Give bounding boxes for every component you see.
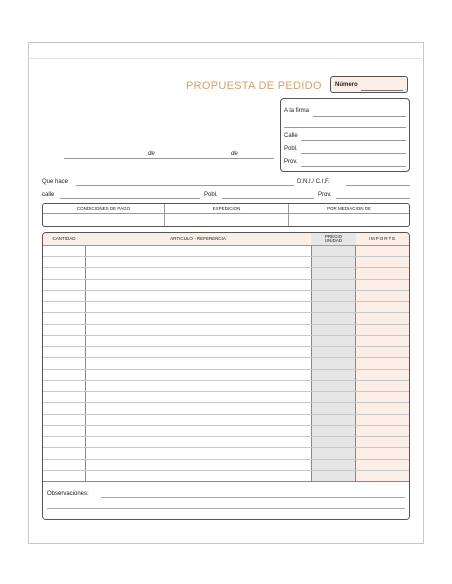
table-row[interactable] xyxy=(43,436,409,437)
table-row[interactable] xyxy=(43,301,409,302)
a-la-firma-label: A la firma xyxy=(284,108,310,114)
prov-label: Prov. xyxy=(284,159,298,165)
condiciones-cell[interactable] xyxy=(43,204,165,226)
mediacion-cell[interactable] xyxy=(289,204,409,226)
table-row[interactable] xyxy=(43,256,409,257)
que-hace-line[interactable] xyxy=(76,185,294,186)
calle-line[interactable] xyxy=(301,140,406,141)
number-label: Número xyxy=(335,82,358,88)
condiciones-header: CONDICIONES DE PAGO xyxy=(76,206,131,211)
table-row[interactable] xyxy=(43,402,409,403)
observaciones-label: Observaciones: xyxy=(47,491,89,497)
prov-client-line[interactable] xyxy=(336,198,410,199)
precio-column xyxy=(311,233,356,519)
table-row[interactable] xyxy=(43,391,409,392)
dni-label: D.N.I./ C.I.F. xyxy=(297,179,330,185)
prov-line[interactable] xyxy=(301,166,406,167)
calle-label: Calle xyxy=(284,133,298,139)
importe-header: IMPORTE xyxy=(368,235,397,241)
table-row[interactable] xyxy=(43,279,409,280)
que-hace-label: Que hace xyxy=(42,179,69,185)
date-line[interactable] xyxy=(64,158,274,159)
table-header xyxy=(43,233,409,246)
pobl-label: Pobl. xyxy=(284,146,298,152)
table-row[interactable] xyxy=(43,324,409,325)
table-row[interactable] xyxy=(43,470,409,471)
table-row[interactable] xyxy=(43,447,409,448)
observaciones-line-1[interactable] xyxy=(101,497,405,498)
expedicion-header: EXPEDICION xyxy=(212,206,241,211)
pobl-line[interactable] xyxy=(301,153,406,154)
conditions-divider xyxy=(43,213,409,214)
precio-header: PRECIO UNIDAD xyxy=(311,233,356,245)
importe-column xyxy=(356,233,409,519)
expedicion-cell[interactable] xyxy=(165,204,289,226)
table-row[interactable] xyxy=(43,425,409,426)
table-row[interactable] xyxy=(43,312,409,313)
dni-line[interactable] xyxy=(346,185,410,186)
prov-client-label: Prov. xyxy=(318,192,332,198)
date-de-1: de xyxy=(148,151,155,157)
observaciones-area xyxy=(43,481,409,519)
table-row[interactable] xyxy=(43,459,409,460)
table-row[interactable] xyxy=(43,290,409,291)
table-row[interactable] xyxy=(43,335,409,336)
mediacion-header: POR MEDIACION DE xyxy=(326,206,371,211)
items-table xyxy=(42,232,410,520)
date-de-2: de xyxy=(231,151,238,157)
number-underline xyxy=(361,90,403,91)
calle-client-label: calle xyxy=(42,192,55,198)
pobl-client-label: Pobl. xyxy=(204,192,218,198)
address-box xyxy=(280,98,410,172)
pobl-client-line[interactable] xyxy=(222,198,314,199)
observaciones-line-2[interactable] xyxy=(47,508,405,509)
a-la-firma-line[interactable] xyxy=(313,116,406,117)
firma-extra-line[interactable] xyxy=(284,127,406,128)
table-row[interactable] xyxy=(43,369,409,370)
cantidad-header: CANTIDAD xyxy=(52,235,76,241)
form-title: PROPUESTA DE PEDIDO xyxy=(186,80,322,92)
conditions-box xyxy=(42,203,410,227)
table-row[interactable] xyxy=(43,267,409,268)
cantidad-divider xyxy=(85,233,86,519)
table-row[interactable] xyxy=(43,414,409,415)
top-divider xyxy=(28,58,422,59)
table-row[interactable] xyxy=(43,346,409,347)
calle-client-line[interactable] xyxy=(60,198,200,199)
articulo-header: ARTICULO - REFERENCIA xyxy=(170,235,226,241)
table-row[interactable] xyxy=(43,380,409,381)
table-row[interactable] xyxy=(43,357,409,358)
